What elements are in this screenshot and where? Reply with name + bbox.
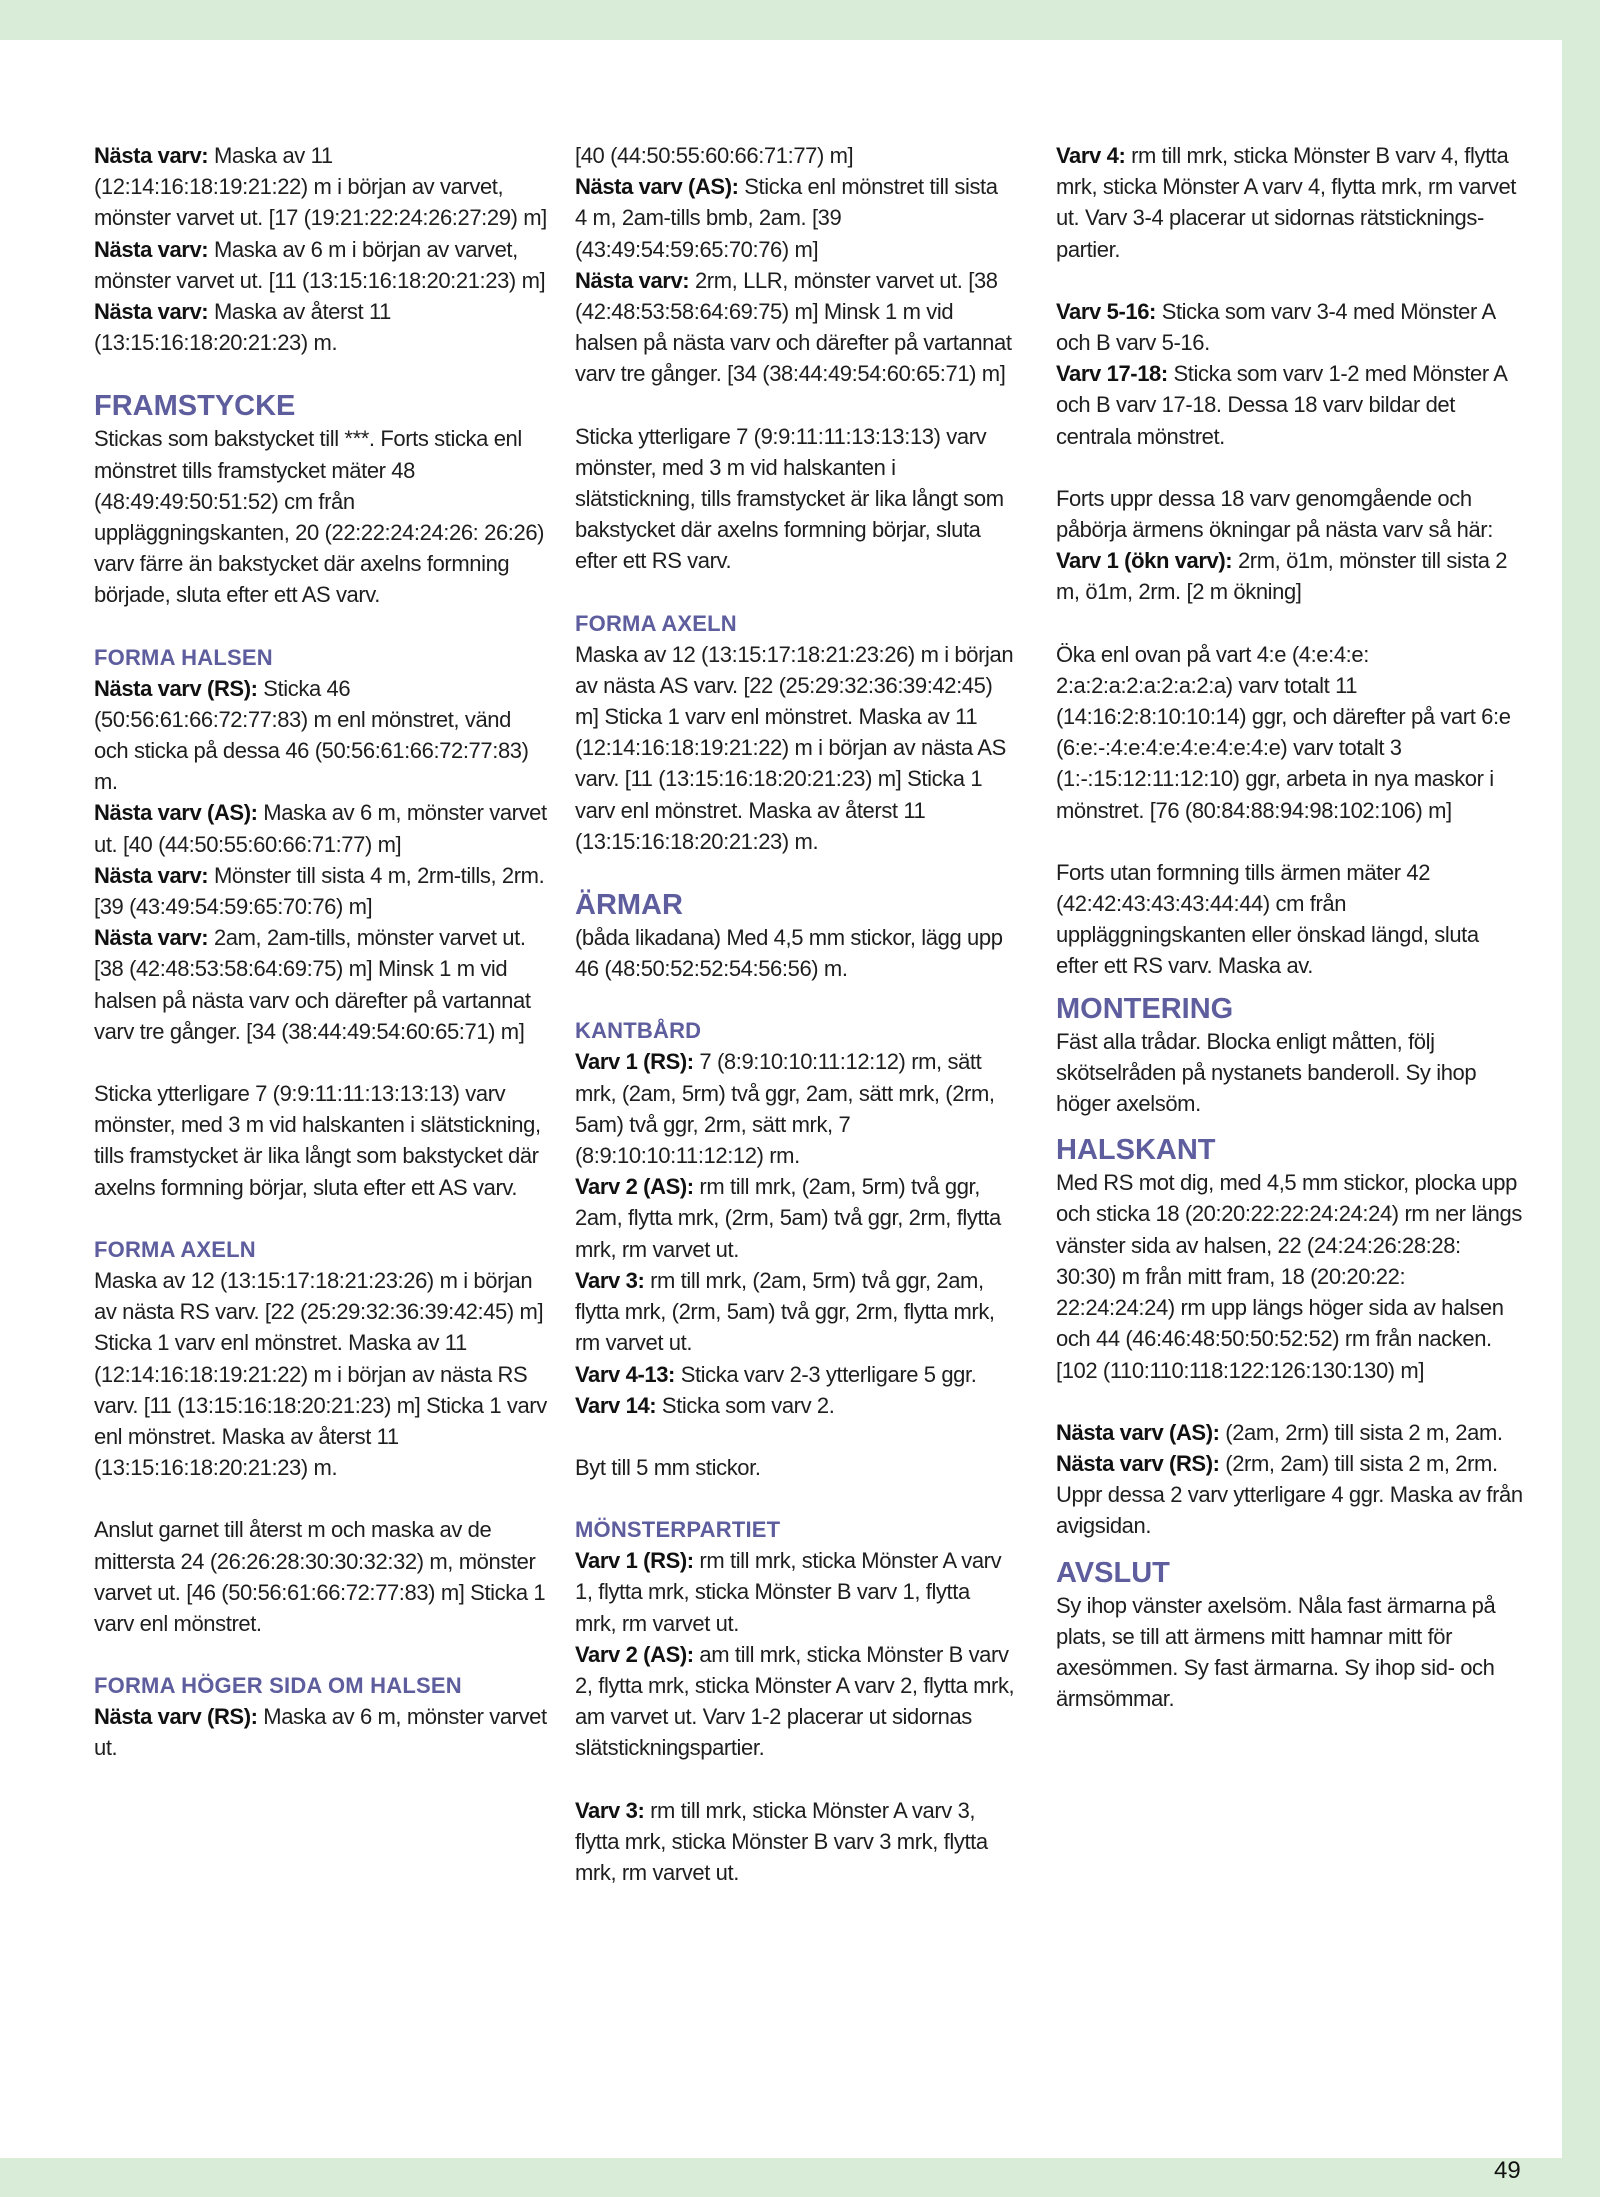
paragraph: Nästa varv (RS): Maska av 6 m, mönster varvet ut.	[94, 1704, 547, 1761]
paragraph: Forts uppr dessa 18 varv genomgående och påbörja ärmens ökningar på nästa varv så här:	[1056, 485, 1493, 543]
paragraph: Varv 1 (RS): 7 (8:9:10:10:11:12:12) rm, sätt mrk, (2am, 5rm) två ggr, 2am, sätt mrk, (2rm, 5am) två ggr, 2rm, sätt mrk, 7 (8:9:10:10:11:12:12) rm.	[575, 1049, 995, 1169]
paragraph: [40 (44:50:55:60:66:71:77) m]	[575, 143, 854, 168]
section-heading-avslut: AVSLUT	[1056, 1556, 1170, 1589]
paragraph: Sy ihop vänster axelsöm. Nåla fast ärmarna på plats, se till att ärmens mitt hamnar mitt för axesömmen. Sy fast ärmarna. Sy ihop sid- och ärmsömmar.	[1056, 1592, 1496, 1712]
paragraph: Nästa varv (AS): Maska av 6 m, mönster varvet ut. [40 (44:50:55:60:66:71:77) m]	[94, 800, 547, 857]
paragraph: Varv 1 (ökn varv): 2rm, ö1m, mönster till sista 2 m, ö1m, 2rm. [2 m ökning]	[1056, 548, 1508, 605]
column-1	[94, 140, 549, 1764]
section-heading-framstycke: FRAMSTYCKE	[94, 390, 296, 423]
paragraph: Nästa varv (RS): Sticka 46 (50:56:61:66:72:77:83) m enl mönstret, vänd och sticka på dessa 46 (50:56:61:66:72:77:83) m.	[94, 675, 529, 795]
paragraph: Varv 5-16: Sticka som varv 3-4 med Mönster A och B varv 5-16.	[1056, 298, 1495, 356]
paragraph: Varv 1 (RS): rm till mrk, sticka Mönster A varv 1, flytta mrk, sticka Mönster B varv 1, flytta mrk, rm varvet ut.	[575, 1548, 1002, 1636]
paragraph: Nästa varv: 2rm, LLR, mönster varvet ut. [38 (42:48:53:58:64:69:75) m] Minsk 1 m vid halsen på nästa varv och därefter på vartannat varv tre gånger. [34 (38:44:49:54:60:65:71) m]	[575, 267, 1012, 387]
paragraph: Nästa varv: Maska av återst 11 (13:15:16:18:20:21:23) m.	[94, 299, 391, 356]
section-heading-armar: ÄRMAR	[575, 889, 683, 922]
paragraph: Varv 3: rm till mrk, (2am, 5rm) två ggr, 2am, flytta mrk, (2rm, 5am) två ggr, 2rm, flytta mrk, rm varvet ut.	[575, 1267, 995, 1356]
subheading-forma-axeln: FORMA AXELN	[94, 1236, 256, 1262]
subheading-monsterpartiet: MÖNSTERPARTIET	[575, 1517, 781, 1543]
paragraph: Fäst alla trådar. Blocka enligt måtten, följ skötselråden på nystanets banderoll. Sy ihop höger axelsöm.	[1056, 1028, 1477, 1117]
section-heading-halskant: HALSKANT	[1056, 1134, 1216, 1167]
subheading-kantbard: KANTBÅRD	[575, 1018, 702, 1044]
paragraph: Varv 2 (AS): am till mrk, sticka Mönster B varv 2, flytta mrk, sticka Mönster A varv 2, flytta mrk, am varvet ut. Varv 1-2 placerar ut sidornas slätstickningspartier.	[575, 1641, 1015, 1761]
paragraph: (båda likadana) Med 4,5 mm stickor, lägg upp 46 (48:50:52:52:54:56:56) m.	[575, 925, 1003, 982]
page-number: 49	[1494, 2157, 1521, 2184]
section-heading-montering: MONTERING	[1056, 992, 1234, 1025]
paragraph: Forts utan formning tills ärmen mäter 42 (42:42:43:43:43:44:44) cm från uppläggningskanten eller önskad längd, sluta efter ett RS varv. Maska av.	[1056, 859, 1479, 979]
paragraph: Öka enl ovan på vart 4:e (4:e:4:e: 2:a:2:a:2:a:2:a:2:a) varv totalt 11 (14:16:2:8:10:10:14) ggr, och därefter på vart 6:e (6:e:-:4:e:4:e:4:e:4:e:4:e) varv totalt 3 (1:-:15:12:11:12:10) ggr, arbeta in nya maskor i mönstret. [76 (80:84:88:94:98:102:106) m]	[1056, 641, 1511, 823]
paragraph: Maska av 12 (13:15:17:18:21:23:26) m i början av nästa RS varv. [22 (25:29:32:36:39:42:45) m] Sticka 1 varv enl mönstret. Maska av 11 (12:14:16:18:19:21:22) m i början av nästa RS varv. [11 (13:15:16:18:20:21:23) m] Sticka 1 varv enl mönstret. Maska av återst 11 (13:15:16:18:20:21:23) m.	[94, 1267, 547, 1481]
paragraph: Nästa varv: Maska av 11 (12:14:16:18:19:21:22) m i början av varvet, mönster varvet ut. [17 (19:21:22:24:26:27:29) m]	[94, 143, 547, 231]
paragraph: Sticka ytterligare 7 (9:9:11:11:13:13:13) varv mönster, med 3 m vid halskanten i slätstickning, tills framstycket är lika långt som bakstycket där axelns formning börjar, sluta efter ett RS varv.	[575, 423, 1004, 574]
paragraph: Varv 3: rm till mrk, sticka Mönster A varv 3, flytta mrk, sticka Mönster B varv 3 mrk, flytta mrk, rm varvet ut.	[575, 1797, 988, 1885]
paragraph: Nästa varv: Maska av 6 m i början av varvet, mönster varvet ut. [11 (13:15:16:18:20:21:23) m]	[94, 236, 546, 293]
column-2	[575, 140, 1015, 1888]
paragraph: Varv 2 (AS): rm till mrk, (2am, 5rm) två ggr, 2am, flytta mrk, (2rm, 5am) två ggr, 2rm, flytta mrk, rm varvet ut.	[575, 1174, 1001, 1262]
subheading-forma-halsen: FORMA HALSEN	[94, 644, 273, 670]
paragraph: Med RS mot dig, med 4,5 mm stickor, plocka upp och sticka 18 (20:20:22:22:24:24:24) rm ner längs vänster sida av halsen, 22 (24:24:26:28:28: 30:30) m från mitt fram, 18 (20:20:22: 22:24:24:24) rm upp längs höger sida av halsen och 44 (46:46:48:50:50:52:52) rm från nacken. [102 (110:110:118:122:126:130:130) m]	[1056, 1170, 1522, 1383]
subheading-forma-axeln: FORMA AXELN	[575, 610, 737, 636]
subheading-forma-hoger-sida: FORMA HÖGER SIDA OM HALSEN	[94, 1673, 462, 1699]
paragraph: Nästa varv: 2am, 2am-tills, mönster varvet ut. [38 (42:48:53:58:64:69:75) m] Minsk 1 m vid halsen på nästa varv och därefter på vartannat varv tre gånger. [34 (38:44:49:54:60:65:71) m]	[94, 925, 531, 1044]
paragraph: Byt till 5 mm stickor.	[575, 1454, 761, 1480]
paragraph: Varv 14: Sticka som varv 2.	[575, 1392, 835, 1418]
paragraph: Stickas som bakstycket till ***. Forts sticka enl mönstret tills framstycket mäter 48 (48:49:49:50:51:52) cm från uppläggningskanten, 20 (22:22:24:24:26: 26:26) varv färre än bakstycket där axelns formning började, sluta efter ett AS varv.	[94, 426, 545, 608]
paragraph: Varv 17-18: Sticka som varv 1-2 med Mönster A och B varv 17-18. Dessa 18 varv bildar det centrala mönstret.	[1056, 361, 1507, 449]
paragraph: Varv 4-13: Sticka varv 2-3 ytterligare 5 ggr.	[575, 1361, 977, 1387]
page-sheet	[0, 40, 1562, 2184]
paragraph: Nästa varv: Mönster till sista 4 m, 2rm-tills, 2rm. [39 (43:49:54:59:65:70:76) m]	[94, 862, 545, 920]
paragraph: Varv 4: rm till mrk, sticka Mönster B varv 4, flytta mrk, sticka Mönster A varv 4, flytta mrk, rm varvet ut. Varv 3-4 placerar ut sidornas rätstickningspartier.	[1056, 143, 1517, 262]
paragraph: Anslut garnet till återst m och maska av de mittersta 24 (26:26:28:30:30:32:32) m, mönster varvet ut. [46 (50:56:61:66:72:77:83) m] Sticka 1 varv enl mönstret.	[94, 1517, 546, 1636]
paragraph: Nästa varv (RS): (2rm, 2am) till sista 2 m, 2rm. Uppr dessa 2 varv ytterligare 4 ggr. Maska av från avigsidan.	[1056, 1450, 1523, 1539]
paragraph: Sticka ytterligare 7 (9:9:11:11:13:13:13) varv mönster, med 3 m vid halskanten i slätstickning, tills framstycket är lika långt som bakstycket där axelns formning börjar, sluta efter ett AS varv.	[94, 1081, 541, 1200]
paragraph: Nästa varv (AS): (2am, 2rm) till sista 2 m, 2am.	[1056, 1419, 1503, 1445]
paragraph: Maska av 12 (13:15:17:18:21:23:26) m i början av nästa AS varv. [22 (25:29:32:36:39:42:45) m] Sticka 1 varv enl mönstret. Maska av 11 (12:14:16:18:19:21:22) m i början av nästa AS varv. [11 (13:15:16:18:20:21:23) m] Sticka 1 varv enl mönstret. Maska av återst 11 (13:15:16:18:20:21:23) m.	[575, 641, 1014, 854]
paragraph: Nästa varv (AS): Sticka enl mönstret till sista 4 m, 2am-tills bmb, 2am. [39 (43:49:54:59:65:70:76) m]	[575, 174, 998, 262]
column-3	[1056, 140, 1526, 1745]
